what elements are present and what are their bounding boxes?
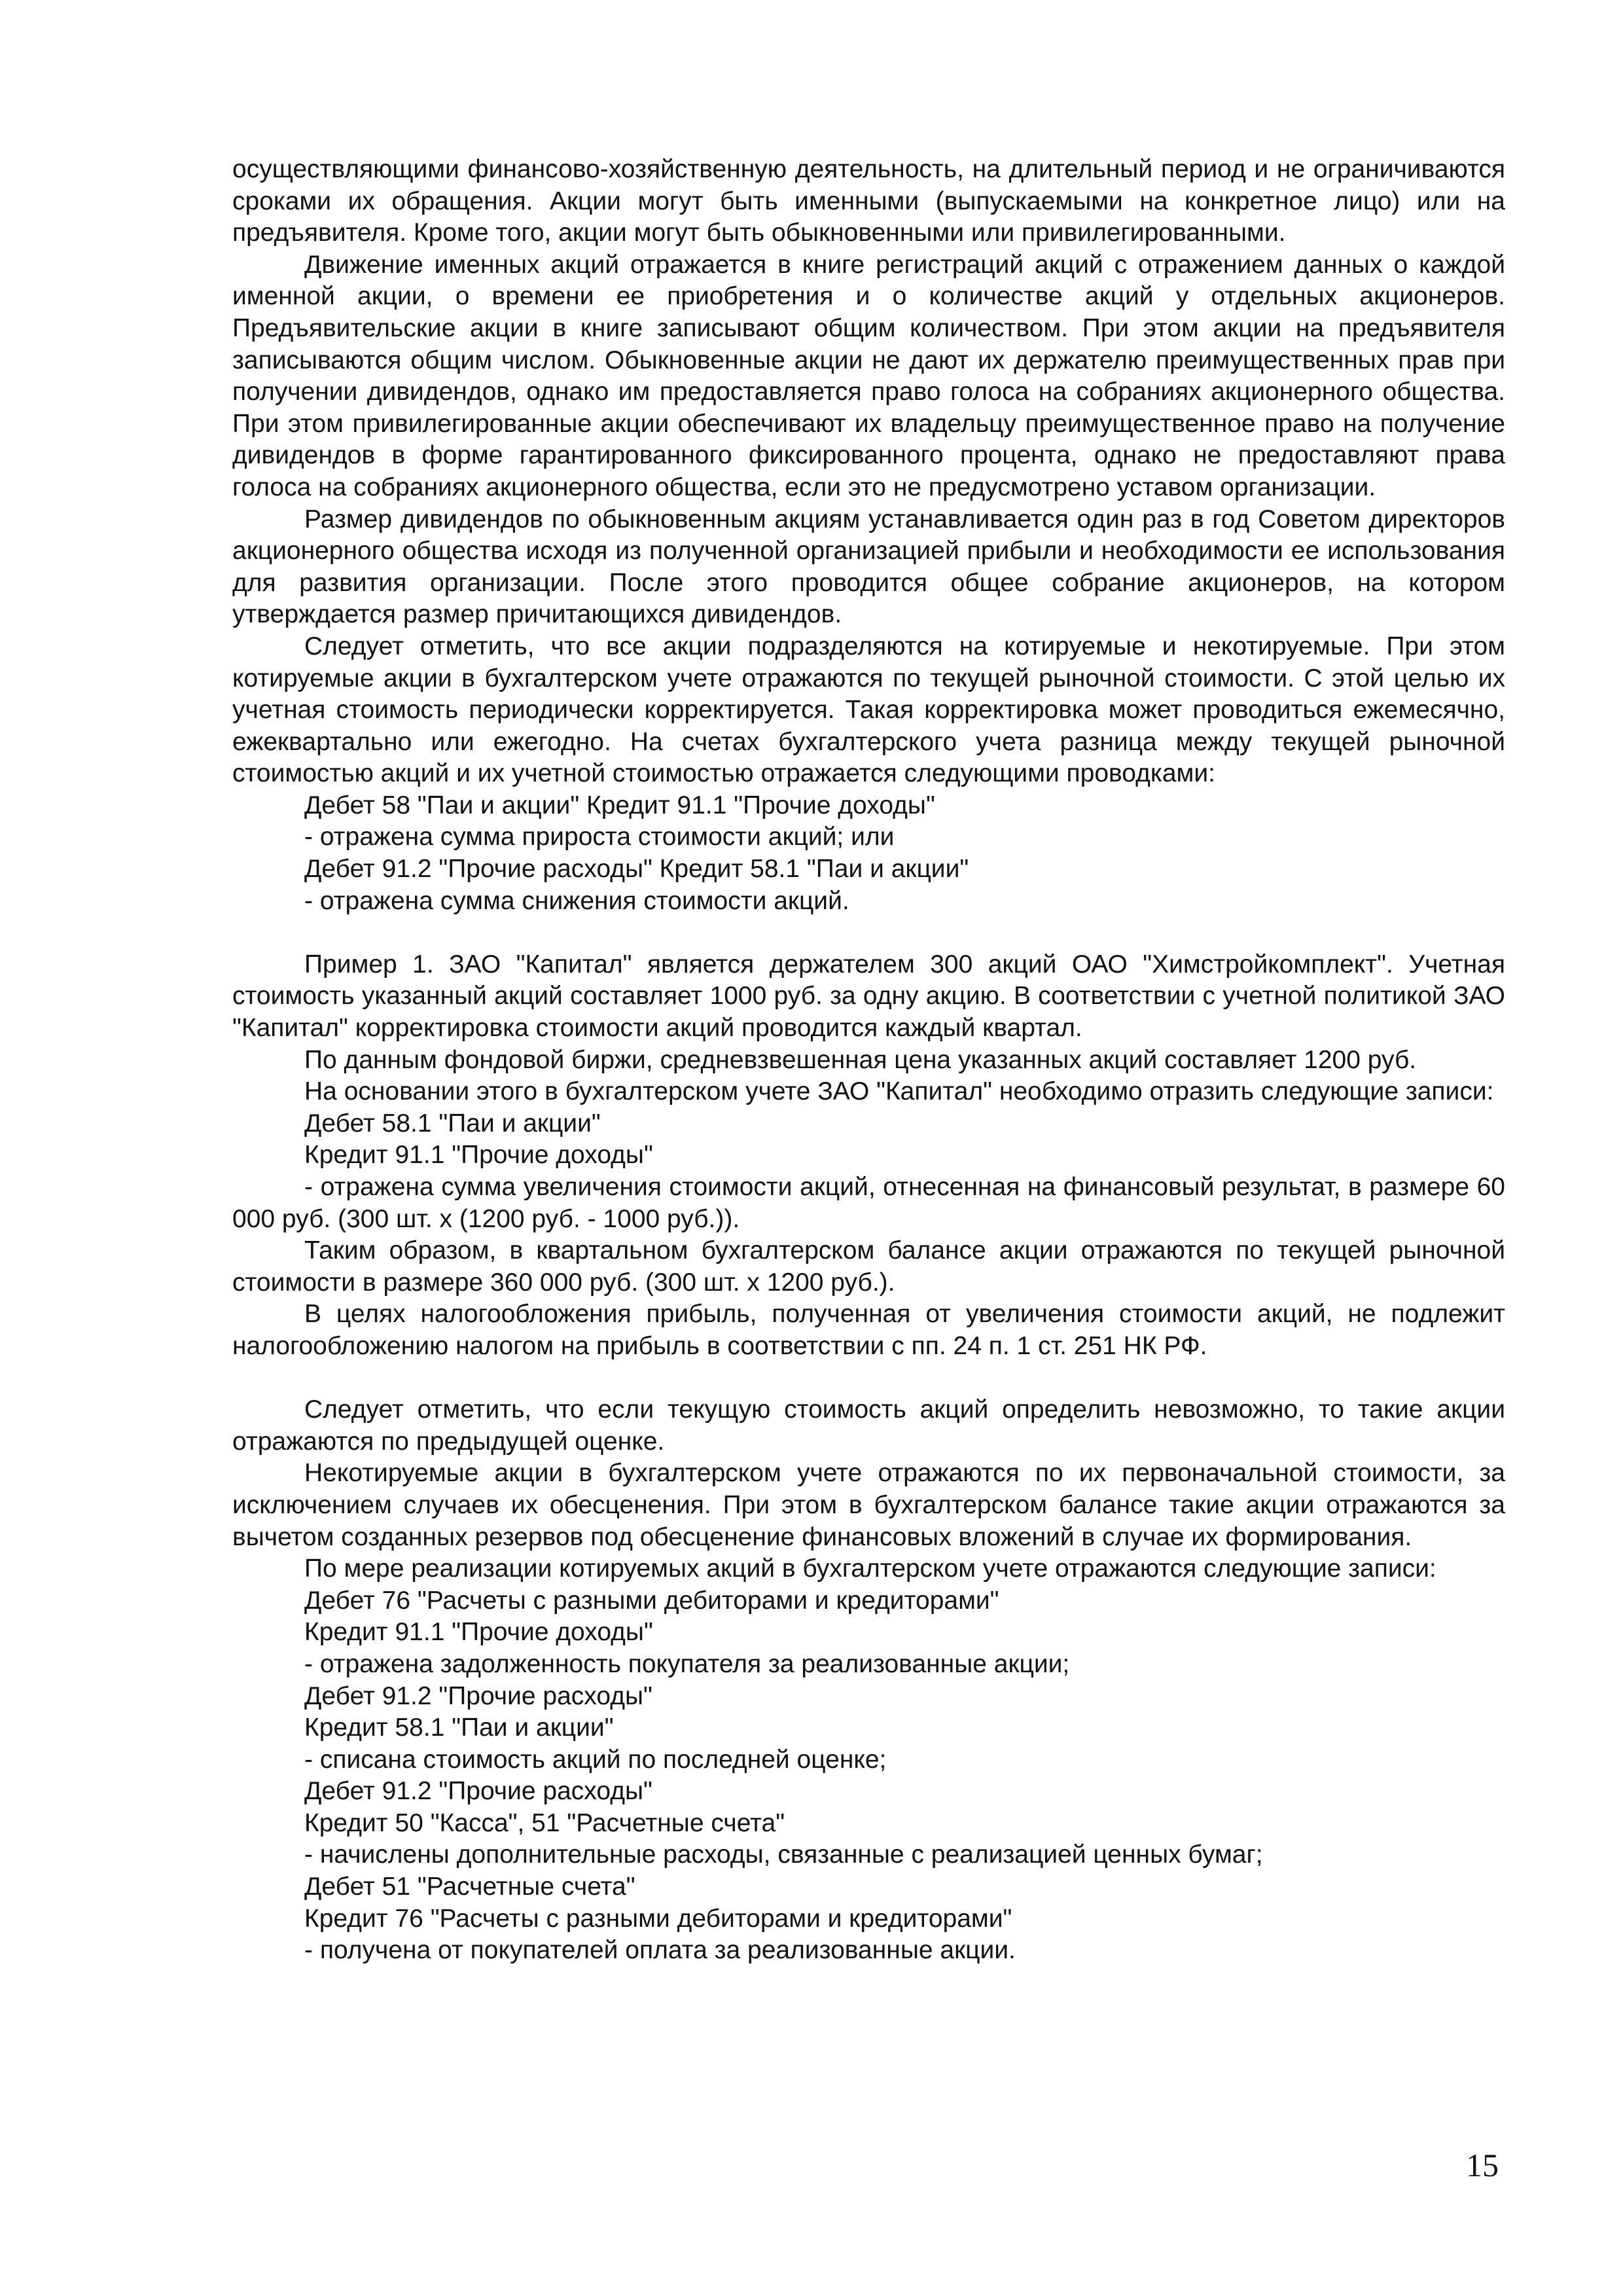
entry-line: Дебет 58 "Паи и акции" Кредит 91.1 "Прочие доходы"	[304, 791, 935, 819]
entry-line: Кредит 76 "Расчеты с разными дебиторами и кредиторами"	[304, 1904, 1012, 1933]
entry-line: Дебет 91.2 "Прочие расходы" Кредит 58.1 "Паи и акции"	[304, 855, 969, 884]
entry-line: Кредит 50 "Касса", 51 "Расчетные счета"	[304, 1808, 785, 1837]
paragraph-previous-valuation: Следует отметить, что если текущую стоимость акций определить невозможно, то такие акции отражаются по предыдущей оценке.	[232, 1395, 1505, 1456]
paragraph-quoted-shares: Следует отметить, что все акции подразделяются на котируемые и некотируемые. При этом котируемые акции в бухгалтерском учете отражаются по текущей рыночной стоимости. С этой целью их учетная стоимость периодически корректируется. Такая корректировка может проводиться ежемесячно, ежеквартально или ежегодно. На счетах бухгалтерского учета разница между текущей рыночной стоимостью акций и их учетной стоимостью отражается следующими проводками:	[232, 632, 1505, 788]
paragraph-dividends: Размер дивидендов по обыкновенным акциям устанавливается один раз в год Советом директоров акционерного общества исходя из полученной организацией прибыли и необходимости ее использования для развития организации. После этого проводится общее собрание акционеров, на котором утверждается размер причитающихся дивидендов.	[232, 505, 1505, 629]
paragraph-sale-intro: По мере реализации котируемых акций в бухгалтерском учете отражаются следующие записи:	[304, 1554, 1436, 1583]
paragraph-unquoted-shares: Некотируемые акции в бухгалтерском учете отражаются по их первоначальной стоимости, за исключением случаев их обесценения. При этом в бухгалтерском балансе такие акции отражаются за вычетом созданных резервов под обесценение финансовых вложений в случае их формирования.	[232, 1459, 1505, 1551]
entry-line: Кредит 91.1 "Прочие доходы"	[304, 1141, 653, 1170]
entry-line: Кредит 58.1 "Паи и акции"	[304, 1713, 614, 1742]
entry-line: - получена от покупателей оплата за реализованные акции.	[304, 1936, 1016, 1965]
paragraph-balance: Таким образом, в квартальном бухгалтерском балансе акции отражаются по текущей рыночной стоимости в размере 360 000 руб. (300 шт. х 1200 руб.).	[232, 1236, 1505, 1297]
entry-line: Кредит 91.1 "Прочие доходы"	[304, 1618, 653, 1647]
entry-line: - отражена сумма прироста стоимости акций; или	[304, 823, 895, 852]
entry-line: - начислены дополнительные расходы, связанные с реализацией ценных бумаг;	[304, 1840, 1263, 1869]
entry-line: Дебет 76 "Расчеты с разными дебиторами и кредиторами"	[304, 1586, 999, 1615]
paragraph-registered-shares: Движение именных акций отражается в книге регистраций акций с отражением данных о каждой именной акции, о времени ее приобретения и о количестве акций у отдельных акционеров. Предъявительские акции в книге записывают общим количеством. При этом акции на предъявителя записываются общим числом. Обыкновенные акции не дают их держателю преимущественных прав при получении дивидендов, однако им предоставляется право голоса на собраниях акционерного общества. При этом привилегированные акции обеспечивают их владельцу преимущественное право на получение дивидендов в форме гарантированного фиксированного процента, однако не предоставляют права голоса на собраниях акционерного общества, если это не предусмотрено уставом организации.	[232, 250, 1505, 501]
entry-line: Дебет 91.2 "Прочие расходы"	[304, 1777, 652, 1806]
entry-line: Дебет 58.1 "Паи и акции"	[304, 1109, 601, 1138]
entry-line: - списана стоимость акций по последней оценке;	[304, 1745, 887, 1774]
entry-line: - отражена сумма снижения стоимости акций.	[304, 886, 849, 915]
paragraph-gap	[232, 917, 1505, 949]
document-page	[232, 154, 1505, 1967]
entry-line: Дебет 91.2 "Прочие расходы"	[304, 1681, 652, 1710]
paragraph-entries-intro: На основании этого в бухгалтерском учете ЗАО "Капитал" необходимо отразить следующие записи:	[304, 1077, 1494, 1106]
paragraph-exchange-price: По данным фондовой биржи, средневзвешенная цена указанных акций составляет 1200 руб.	[304, 1045, 1417, 1074]
page-number: 15	[1466, 2147, 1499, 2183]
entry-line: - отражена задолженность покупателя за реализованные акции;	[304, 1649, 1070, 1678]
paragraph-example-1: Пример 1. ЗАО "Капитал" является держателем 300 акций ОАО "Химстройкомплект". Учетная стоимость указанный акций составляет 1000 руб. за одну акцию. В соответствии с учетной политикой ЗАО "Капитал" корректировка стоимости акций проводится каждый квартал.	[232, 950, 1505, 1043]
paragraph-increase: - отражена сумма увеличения стоимости акций, отнесенная на финансовый результат, в размере 60 000 руб. (300 шт. х (1200 руб. - 1000 руб.)).	[232, 1173, 1505, 1233]
paragraph-continuation: осуществляющими финансово-хозяйственную деятельность, на длительный период и не ограничиваются сроками их обращения. Акции могут быть именными (выпускаемыми на конкретное лицо) или на предъявителя. Кроме того, акции могут быть обыкновенными или привилегированными.	[232, 155, 1505, 247]
entry-line: Дебет 51 "Расчетные счета"	[304, 1873, 635, 1901]
paragraph-gap	[232, 1363, 1505, 1395]
paragraph-taxation: В целях налогообложения прибыль, полученная от увеличения стоимости акций, не подлежит налогообложению налогом на прибыль в соответствии с пп. 24 п. 1 ст. 251 НК РФ.	[232, 1300, 1505, 1360]
